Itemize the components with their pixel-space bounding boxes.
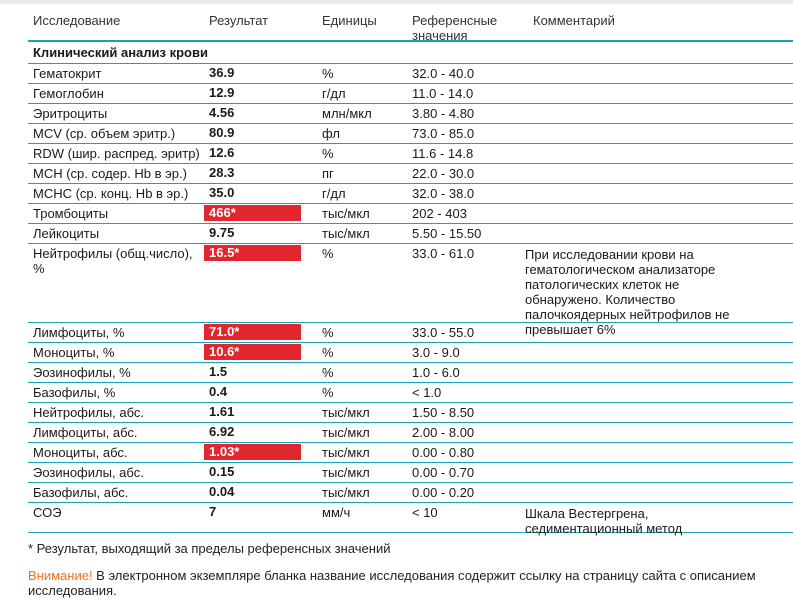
units: тыс/мкл (322, 425, 370, 440)
units: пг (322, 166, 334, 181)
units: фл (322, 126, 340, 141)
units: % (322, 385, 334, 400)
table-row (28, 463, 793, 483)
test-name-link[interactable]: СОЭ (33, 505, 62, 520)
units: % (322, 146, 334, 161)
units: % (322, 66, 334, 81)
units: % (322, 325, 334, 340)
table-row (28, 423, 793, 443)
test-name-link[interactable]: Базофилы, абс. (33, 485, 129, 500)
units: % (322, 246, 334, 261)
footnote: * Результат, выходящий за пределы референсных значений (28, 541, 391, 556)
units: г/дл (322, 186, 346, 201)
table-row (28, 144, 793, 164)
result-value-flagged: 1.03* (204, 444, 301, 460)
table-row (28, 124, 793, 144)
test-name-link[interactable]: Моноциты, абс. (33, 445, 128, 460)
header-reference: Референсные значения (412, 13, 498, 43)
test-name-link[interactable]: Гемоглобин (33, 86, 104, 101)
units: г/дл (322, 86, 346, 101)
table-row (28, 343, 793, 363)
test-name-link[interactable]: Нейтрофилы (общ.число), % (33, 246, 193, 276)
reference-range: 32.0 - 38.0 (412, 186, 475, 201)
reference-range: 33.0 - 61.0 (412, 246, 475, 261)
reference-range: 0.00 - 0.20 (412, 485, 475, 500)
test-name-link[interactable]: Эозинофилы, абс. (33, 465, 144, 480)
table-row (28, 204, 793, 224)
result-value: 4.56 (209, 105, 235, 120)
reference-range: 3.80 - 4.80 (412, 106, 475, 121)
units: тыс/мкл (322, 405, 370, 420)
result-value: 1.5 (209, 364, 228, 379)
reference-range: 0.00 - 0.80 (412, 445, 475, 460)
reference-range: 22.0 - 30.0 (412, 166, 475, 181)
test-name-link[interactable]: Лимфоциты, абс. (33, 425, 138, 440)
units: тыс/мкл (322, 465, 370, 480)
units: тыс/мкл (322, 485, 370, 500)
result-value: 0.04 (209, 484, 235, 499)
units: % (322, 345, 334, 360)
test-name-link[interactable]: MCV (ср. объем эритр.) (33, 126, 176, 141)
table-header (28, 0, 793, 42)
test-name-link[interactable]: Лимфоциты, % (33, 325, 125, 340)
result-value: 35.0 (209, 185, 235, 200)
test-name-link[interactable]: Гематокрит (33, 66, 102, 81)
units: % (322, 365, 334, 380)
result-value: 9.75 (209, 225, 235, 240)
table-row (28, 383, 793, 403)
reference-range: 202 - 403 (412, 206, 467, 221)
units: мм/ч (322, 505, 351, 520)
result-value: 80.9 (209, 125, 235, 140)
table-row (28, 503, 793, 536)
lab-report-table (28, 0, 793, 536)
reference-range: 32.0 - 40.0 (412, 66, 475, 81)
reference-range: 11.6 - 14.8 (412, 146, 474, 161)
units: тыс/мкл (322, 206, 370, 221)
test-name-link[interactable]: MCHC (ср. конц. Hb в эр.) (33, 186, 189, 201)
header-result: Результат (209, 13, 269, 28)
table-row (28, 184, 793, 204)
test-name-link[interactable]: Моноциты, % (33, 345, 115, 360)
result-value: 12.9 (209, 85, 235, 100)
table-row (28, 164, 793, 184)
test-name-link[interactable]: Эритроциты (33, 106, 108, 121)
comment: Шкала Вестергрена, седиментационный метод (525, 506, 683, 536)
test-name-link[interactable]: Эозинофилы, % (33, 365, 131, 380)
reference-range: 33.0 - 55.0 (412, 325, 475, 340)
header-units: Единицы (322, 13, 377, 28)
units: тыс/мкл (322, 445, 370, 460)
test-name-link[interactable]: Лейкоциты (33, 226, 100, 241)
header-test: Исследование (33, 13, 121, 28)
section-title: Клинический анализ крови (28, 42, 793, 64)
table-row (28, 483, 793, 503)
reference-range: 0.00 - 0.70 (412, 465, 475, 480)
result-value: 36.9 (209, 65, 235, 80)
test-name-link[interactable]: Тромбоциты (33, 206, 109, 221)
table-row (28, 403, 793, 423)
result-value: 7 (209, 504, 217, 519)
result-value: 0.15 (209, 464, 235, 479)
reference-range: 3.0 - 9.0 (412, 345, 460, 360)
reference-range: 1.50 - 8.50 (412, 405, 475, 420)
table-row (28, 323, 793, 343)
test-name-link[interactable]: Нейтрофилы, абс. (33, 405, 145, 420)
test-name-link[interactable]: Базофилы, % (33, 385, 116, 400)
reference-range: < 1.0 (412, 385, 442, 400)
result-value-flagged: 466* (204, 205, 301, 221)
warning-note (28, 568, 778, 598)
reference-range: 2.00 - 8.00 (412, 425, 475, 440)
result-value-flagged: 10.6* (204, 344, 301, 360)
result-value: 0.4 (209, 384, 228, 399)
header-comment: Комментарий (533, 13, 615, 28)
table-row (28, 224, 793, 244)
result-value-flagged: 16.5* (204, 245, 301, 261)
result-value-flagged: 71.0* (204, 324, 301, 340)
table-row (28, 443, 793, 463)
reference-range: 1.0 - 6.0 (412, 365, 460, 380)
table-row (28, 363, 793, 383)
table-row (28, 104, 793, 124)
test-name-link[interactable]: MCH (ср. содер. Hb в эр.) (33, 166, 187, 181)
reference-range: 5.50 - 15.50 (412, 226, 482, 241)
warning-label: Внимание! (28, 568, 93, 583)
reference-range: 73.0 - 85.0 (412, 126, 475, 141)
units: тыс/мкл (322, 226, 370, 241)
table-row (28, 84, 793, 104)
reference-range: 11.0 - 14.0 (412, 86, 474, 101)
test-name-link[interactable]: RDW (шир. распред. эритр) (33, 146, 200, 161)
result-value: 28.3 (209, 165, 235, 180)
warning-text: В электронном экземпляре бланка название исследования содержит ссылку на страницу сайта с описанием исследования. (28, 568, 756, 598)
table-row (28, 64, 793, 84)
result-value: 6.92 (209, 424, 235, 439)
comment: При исследовании крови на гематологическом анализаторе патологических клеток не обнаружено. Количество палочкоядерных нейтрофилов не превышает 6% (525, 247, 730, 337)
units: млн/мкл (322, 106, 372, 121)
result-value: 12.6 (209, 145, 235, 160)
result-value: 1.61 (209, 404, 235, 419)
reference-range: < 10 (412, 505, 438, 520)
